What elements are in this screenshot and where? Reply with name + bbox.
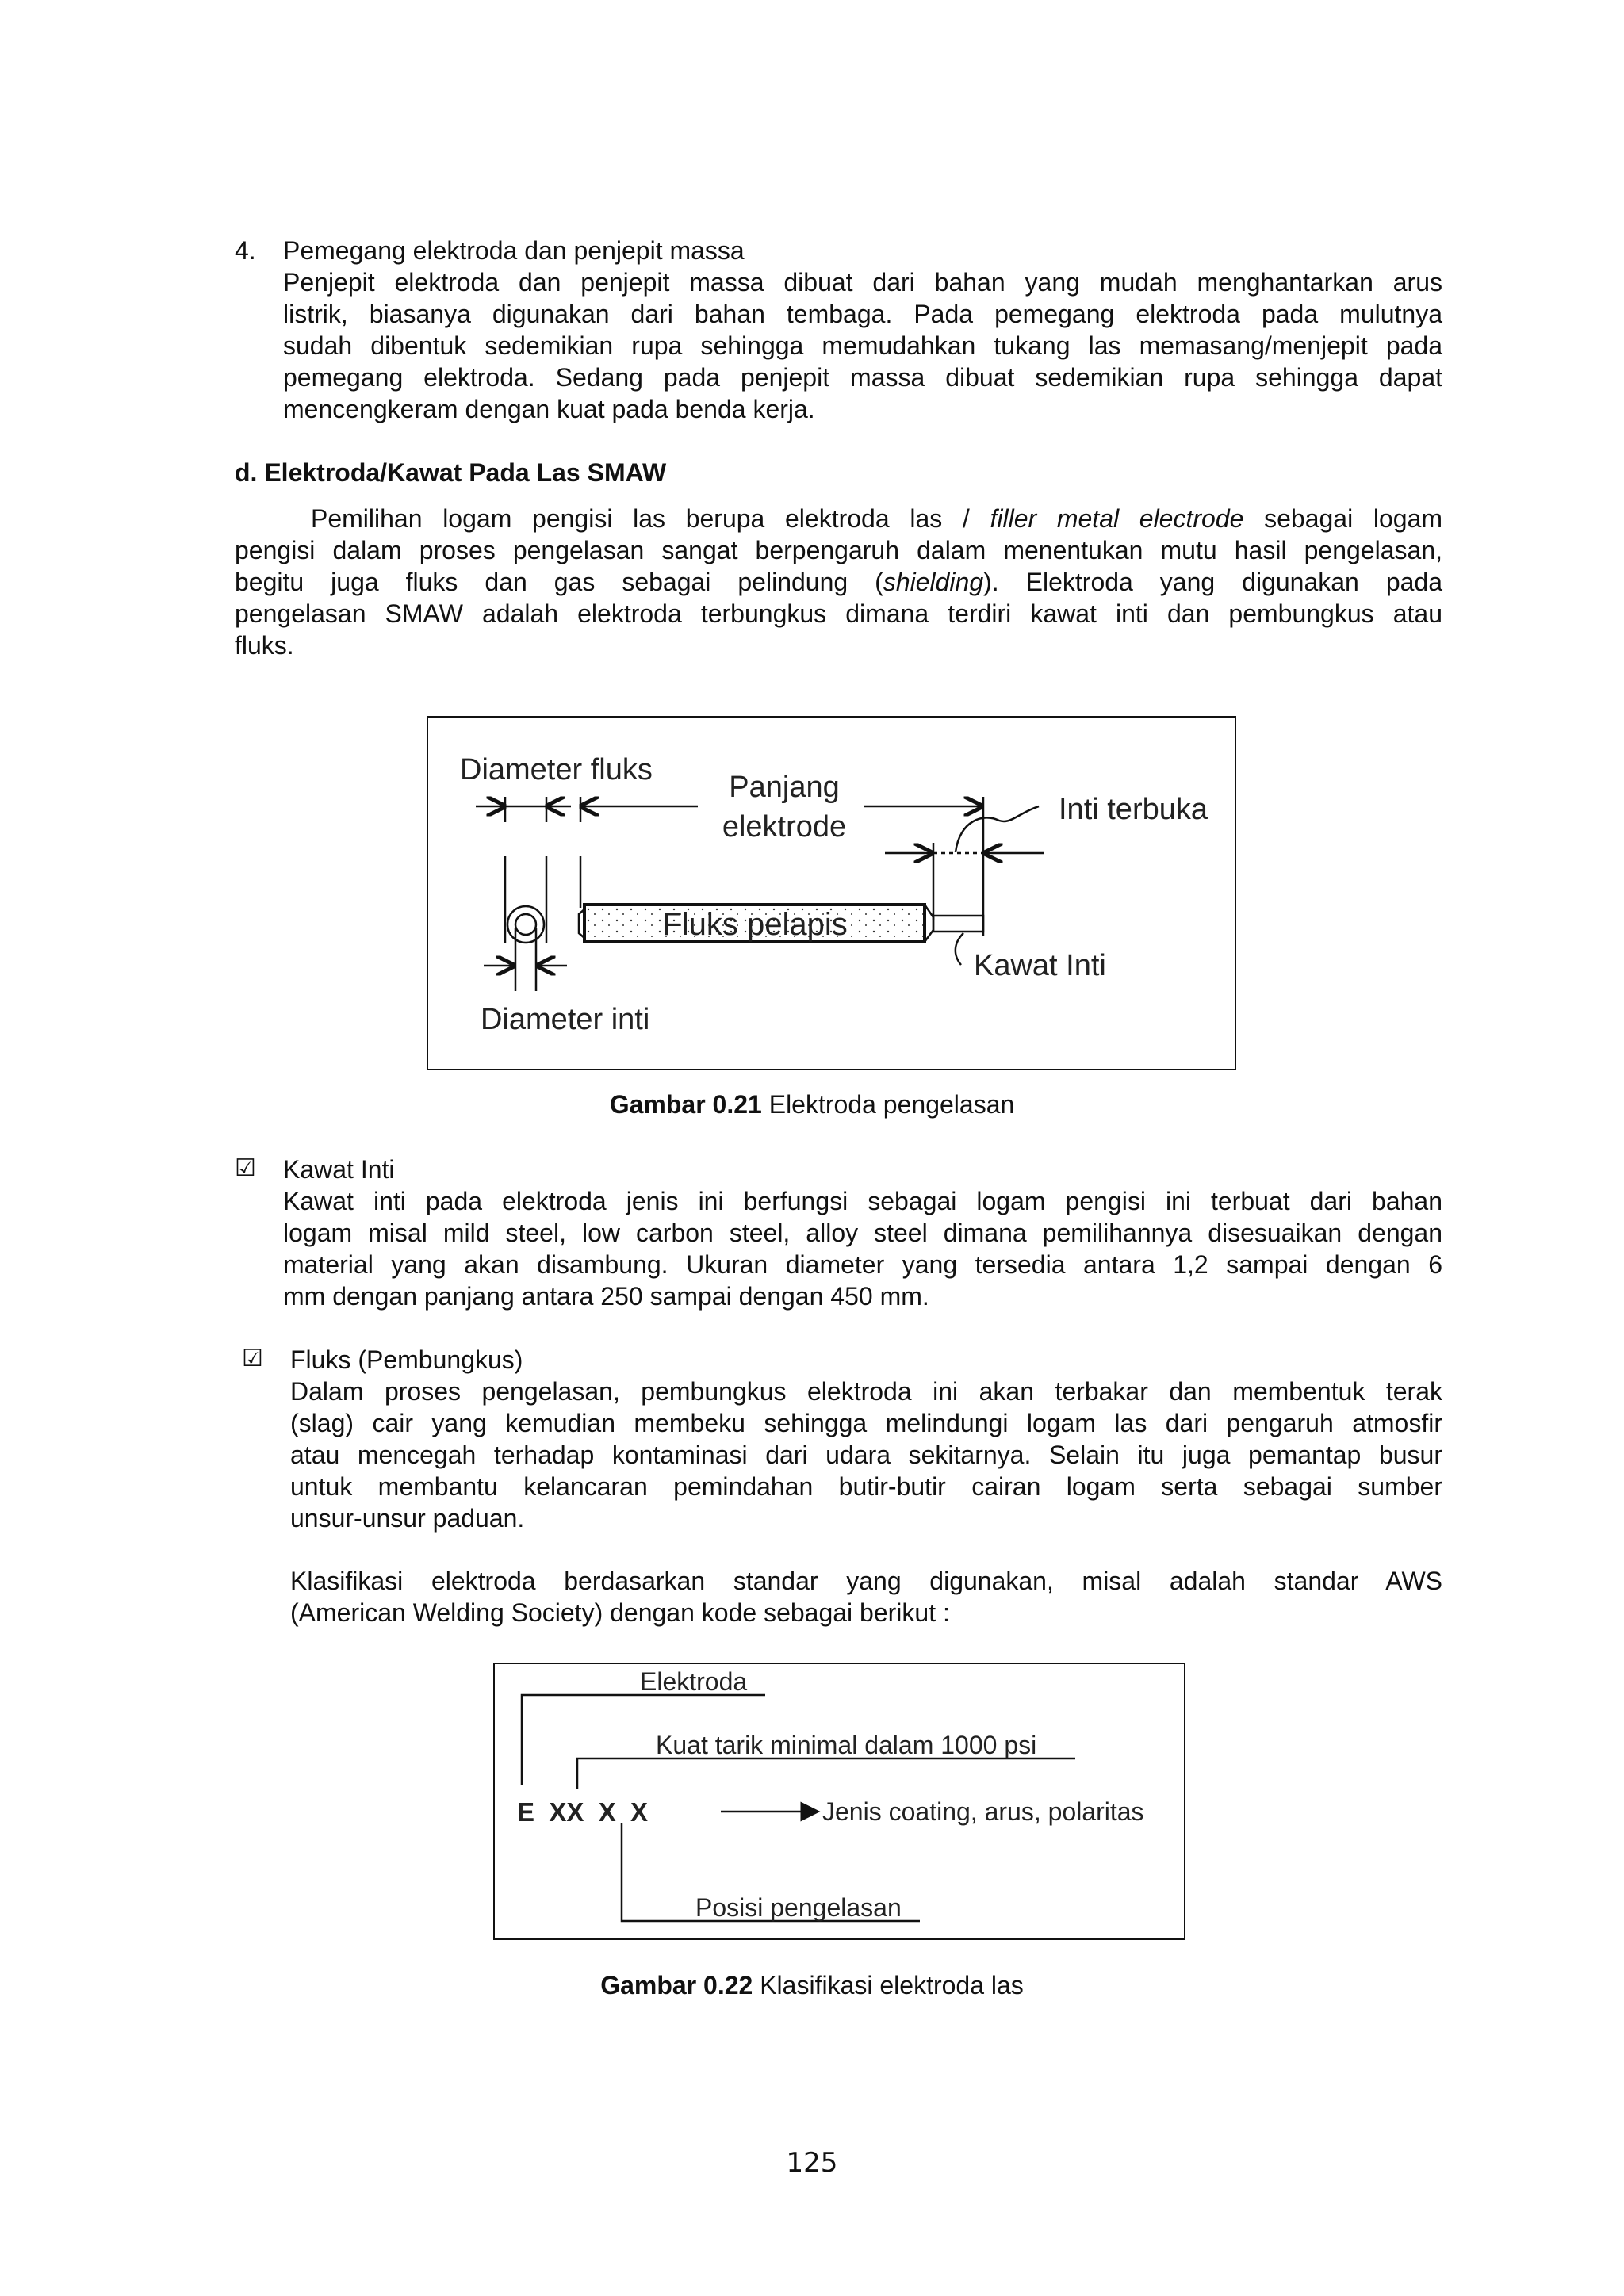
label-posisi: Posisi pengelasan [695, 1893, 902, 1922]
kawat-inti-section [283, 1154, 1442, 1312]
text-line: pemegang elektroda. Sedang pada penjepit massa dibuat sedemikian rupa sehingga dapat [283, 363, 1442, 392]
text-line [235, 566, 1442, 598]
text-line: sudah dibentuk sedemikian rupa sehingga memudahkan tukang las memasang/menjepit pada [283, 331, 1442, 360]
list-number: 4. [235, 236, 256, 265]
classification-diagram [495, 1664, 1184, 1938]
caption-label: Gambar 0.21 [609, 1090, 762, 1119]
section-4-title: Pemegang elektroda dan penjepit massa [283, 236, 745, 265]
caption-text: Elektroda pengelasan [761, 1090, 1015, 1119]
text-line: atau mencegah terhadap kontaminasi dari udara sekitarnya. Selain itu juga pemantap busur [290, 1441, 1442, 1469]
text-span: Pemilihan logam pengisi las berupa elektroda las / [311, 504, 970, 533]
text-line: Penjepit elektroda dan penjepit massa dibuat dari bahan yang mudah menghantarkan arus [283, 268, 1442, 297]
figure-electrode-diagram [427, 716, 1236, 1070]
text-span: sebagai logam [1264, 504, 1443, 533]
text-line [235, 503, 1442, 534]
text-line: mencengkeram dengan kuat pada benda kerja. [283, 395, 815, 423]
label-kuat-tarik: Kuat tarik minimal dalam 1000 psi [656, 1731, 1037, 1759]
label-diameter-fluks: Diameter fluks [460, 753, 653, 786]
label-fluks-pelapis: Fluks pelapis [662, 907, 848, 942]
text-line: unsur-unsur paduan. [290, 1504, 525, 1533]
italic-term: filler metal electrode [990, 504, 1244, 533]
electrode-diagram [428, 718, 1235, 1069]
italic-term: shielding [883, 568, 984, 596]
text-line: (American Welding Society) dengan kode sebagai berikut : [290, 1598, 950, 1627]
electrode-code: E XX X X [517, 1797, 649, 1827]
klasifikasi-paragraph [290, 1565, 1442, 1628]
text-line: (slag) cair yang kemudian membeku sehingga melindungi logam las dari pengaruh atmosfir [290, 1409, 1442, 1437]
section-4 [283, 235, 1442, 425]
label-panjang: Panjang [729, 771, 840, 804]
item-title: Kawat Inti [283, 1155, 395, 1184]
text-span: begitu juga fluks dan gas sebagai pelindung ( [235, 568, 883, 596]
section-d-heading: d. Elektroda/Kawat Pada Las SMAW [235, 458, 667, 487]
text-line: mm dengan panjang antara 250 sampai dengan 450 mm. [283, 1282, 929, 1311]
label-inti-terbuka: Inti terbuka [1059, 793, 1208, 826]
text-line: Dalam proses pengelasan, pembungkus elektroda ini akan terbakar dan membentuk terak [290, 1377, 1442, 1406]
text-line: untuk membantu kelancaran pemindahan butir-butir cairan logam serta sebagai sumber [290, 1472, 1442, 1501]
page-number: 125 [786, 2147, 838, 2179]
checkbox-checked-icon: ☑ [242, 1345, 263, 1372]
caption-label: Gambar 0.22 [600, 1971, 753, 1999]
label-jenis-coating: Jenis coating, arus, polaritas [822, 1797, 1144, 1826]
figure-classification-diagram [493, 1663, 1185, 1940]
text-line: Kawat inti pada elektroda jenis ini berfungsi sebagai logam pengisi ini terbuat dari bahan [283, 1187, 1442, 1215]
text-line: Klasifikasi elektroda berdasarkan standar yang digunakan, misal adalah standar AWS [290, 1567, 1442, 1595]
text-line: fluks. [235, 631, 294, 660]
figure-2-caption [0, 1971, 1624, 2000]
checkbox-checked-icon: ☑ [235, 1155, 256, 1181]
label-kawat-inti: Kawat Inti [974, 949, 1106, 982]
figure-1-caption [0, 1090, 1624, 1119]
fluks-section [290, 1344, 1442, 1534]
text-line: pengisi dalam proses pengelasan sangat berpengaruh dalam menentukan mutu hasil pengelasan, [235, 536, 1442, 564]
text-line: logam misal mild steel, low carbon steel, alloy steel dimana pemilihannya disesuaikan dengan [283, 1219, 1442, 1247]
label-diameter-inti: Diameter inti [481, 1003, 650, 1036]
section-d-paragraph [235, 503, 1442, 661]
caption-text: Klasifikasi elektroda las [753, 1971, 1024, 1999]
text-line: listrik, biasanya digunakan dari bahan tembaga. Pada pemegang elektroda pada mulutnya [283, 300, 1442, 328]
text-line: pengelasan SMAW adalah elektroda terbungkus dimana terdiri kawat inti dan pembungkus atau [235, 599, 1442, 628]
item-title: Fluks (Pembungkus) [290, 1345, 523, 1374]
text-span: ). Elektroda yang digunakan pada [983, 568, 1443, 596]
text-line: material yang akan disambung. Ukuran diameter yang tersedia antara 1,2 sampai dengan 6 [283, 1250, 1442, 1279]
label-elektroda: Elektroda [640, 1667, 748, 1696]
label-elektrode: elektrode [722, 810, 847, 844]
